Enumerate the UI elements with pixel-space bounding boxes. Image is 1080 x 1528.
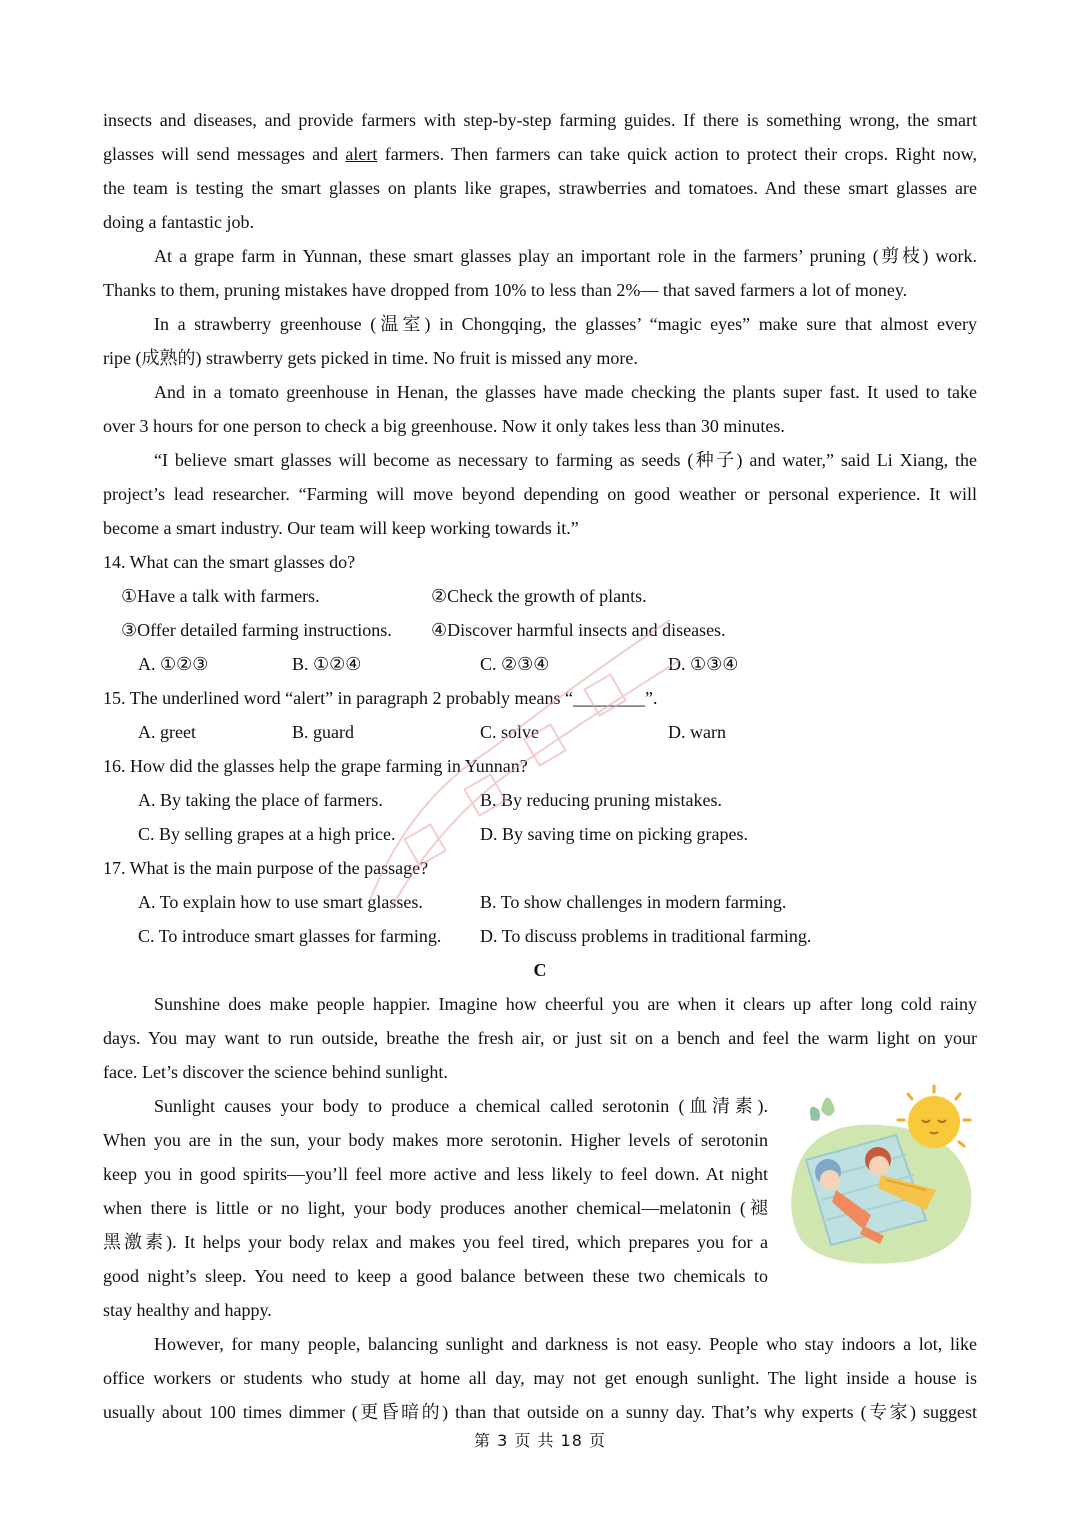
paragraph-line: Sunlight causes your body to produce a chemical called serotonin (血清素). [154,1096,768,1116]
question-15-stem: 15. The underlined word “alert” in paragraph 2 probably means “________”. [103,688,658,708]
question-15-options [103,715,977,749]
option-a[interactable]: A. ①②③ [138,654,209,674]
question-17-options [103,919,977,953]
paragraph-line: And in a tomato greenhouse in Henan, the glasses have made checking the plants super fast. It used to take [154,382,977,402]
question-14-options [103,647,977,681]
page-number-footer: 第 3 页 共 18 页 [474,1431,606,1450]
option-c[interactable]: C. ②③④ [480,654,550,674]
paragraph-line: become a smart industry. Our team will keep working towards it.” [103,518,579,538]
paragraph-line: In a strawberry greenhouse (温室) in Chongqing, the glasses’ “magic eyes” make sure that almost every [154,314,977,334]
question-17-options [103,885,977,919]
paragraph-line: office workers or students who study at home all day, may not get enough sunlight. The light inside a house is [103,1368,977,1388]
wrapped-paragraph [103,1089,768,1327]
question-16-options [103,783,977,817]
option-a[interactable]: A. By taking the place of farmers. [138,790,383,810]
paragraph-line: ripe (成熟的) strawberry gets picked in time. No fruit is missed any more. [103,348,638,368]
statement-4: ④Discover harmful insects and diseases. [431,620,726,640]
paragraph-line: when there is little or no light, your body produces another chemical—melatonin (褪 [103,1198,768,1218]
option-a[interactable]: A. To explain how to use smart glasses. [138,892,423,912]
paragraph-line: Sunshine does make people happier. Imagine how cheerful you are when it clears up after long cold rainy [154,994,977,1014]
paragraph-line: At a grape farm in Yunnan, these smart glasses play an important role in the farmers’ pruning (剪枝) work. [154,246,977,266]
question-14-statements [103,579,977,613]
option-d[interactable]: D. To discuss problems in traditional farming. [480,926,812,946]
paragraph-line: 黑激素). It helps your body relax and makes you feel tired, which prepares you for a [103,1232,768,1252]
option-c[interactable]: C. By selling grapes at a high price. [138,824,396,844]
option-b[interactable]: B. By reducing pruning mistakes. [480,790,722,810]
option-a[interactable]: A. greet [138,722,196,742]
paragraph-line: glasses will send messages and alert farmers. Then farmers can take quick action to protect their crops. Right now, [103,144,977,164]
paragraph-line: project’s lead researcher. “Farming will move beyond depending on good weather or personal experience. It will [103,484,977,504]
option-d[interactable]: D. By saving time on picking grapes. [480,824,748,844]
option-d[interactable]: D. warn [668,722,726,742]
sunshine-illustration [786,1080,976,1270]
paragraph-line: insects and diseases, and provide farmers with step-by-step farming guides. If there is something wrong, the smart [103,110,977,130]
paragraph-line: keep you in good spirits—you’ll feel more active and less likely to feel down. At night [103,1164,768,1184]
statement-3: ③Offer detailed farming instructions. [121,620,392,640]
option-b[interactable]: B. To show challenges in modern farming. [480,892,787,912]
option-b[interactable]: B. guard [292,722,354,742]
paragraph-line: good night’s sleep. You need to keep a good balance between these two chemicals to [103,1266,768,1286]
paragraph-line: When you are in the sun, your body makes more serotonin. Higher levels of serotonin [103,1130,768,1150]
paragraph-line: stay healthy and happy. [103,1300,272,1320]
statement-2: ②Check the growth of plants. [431,586,647,606]
question-17-stem: 17. What is the main purpose of the passage? [103,858,429,878]
option-c[interactable]: C. solve [480,722,540,742]
underlined-word-alert: alert [345,144,378,164]
paragraph-line: doing a fantastic job. [103,212,254,232]
question-14-statements [103,613,977,647]
option-c[interactable]: C. To introduce smart glasses for farming. [138,926,442,946]
paragraph-line: Thanks to them, pruning mistakes have dropped from 10% to less than 2%— that saved farmers a lot of money. [103,280,908,300]
option-d[interactable]: D. ①③④ [668,654,739,674]
paragraph-line: “I believe smart glasses will become as necessary to farming as seeds (种子) and water,” said Li Xiang, the [154,450,977,470]
section-heading: C [533,960,547,980]
paragraph-line: days. You may want to run outside, breathe the fresh air, or just sit on a bench and feel the warm light on your [103,1028,977,1048]
paragraph-line: over 3 hours for one person to check a big greenhouse. Now it only takes less than 30 minutes. [103,416,785,436]
question-16-options [103,817,977,851]
question-14-stem: 14. What can the smart glasses do? [103,552,356,572]
option-b[interactable]: B. ①②④ [292,654,362,674]
paragraph-line: the team is testing the smart glasses on plants like grapes, strawberries and tomatoes. And these smart glasses are [103,178,977,198]
paragraph-line: usually about 100 times dimmer (更昏暗的) than that outside on a sunny day. That’s why experts (专家) suggest [103,1402,977,1422]
statement-1: ①Have a talk with farmers. [121,586,320,606]
paragraph-line: However, for many people, balancing sunlight and darkness is not easy. People who stay indoors a lot, like [154,1334,977,1354]
paragraph-line: face. Let’s discover the science behind sunlight. [103,1062,448,1082]
question-16-stem: 16. How did the glasses help the grape farming in Yunnan? [103,756,528,776]
